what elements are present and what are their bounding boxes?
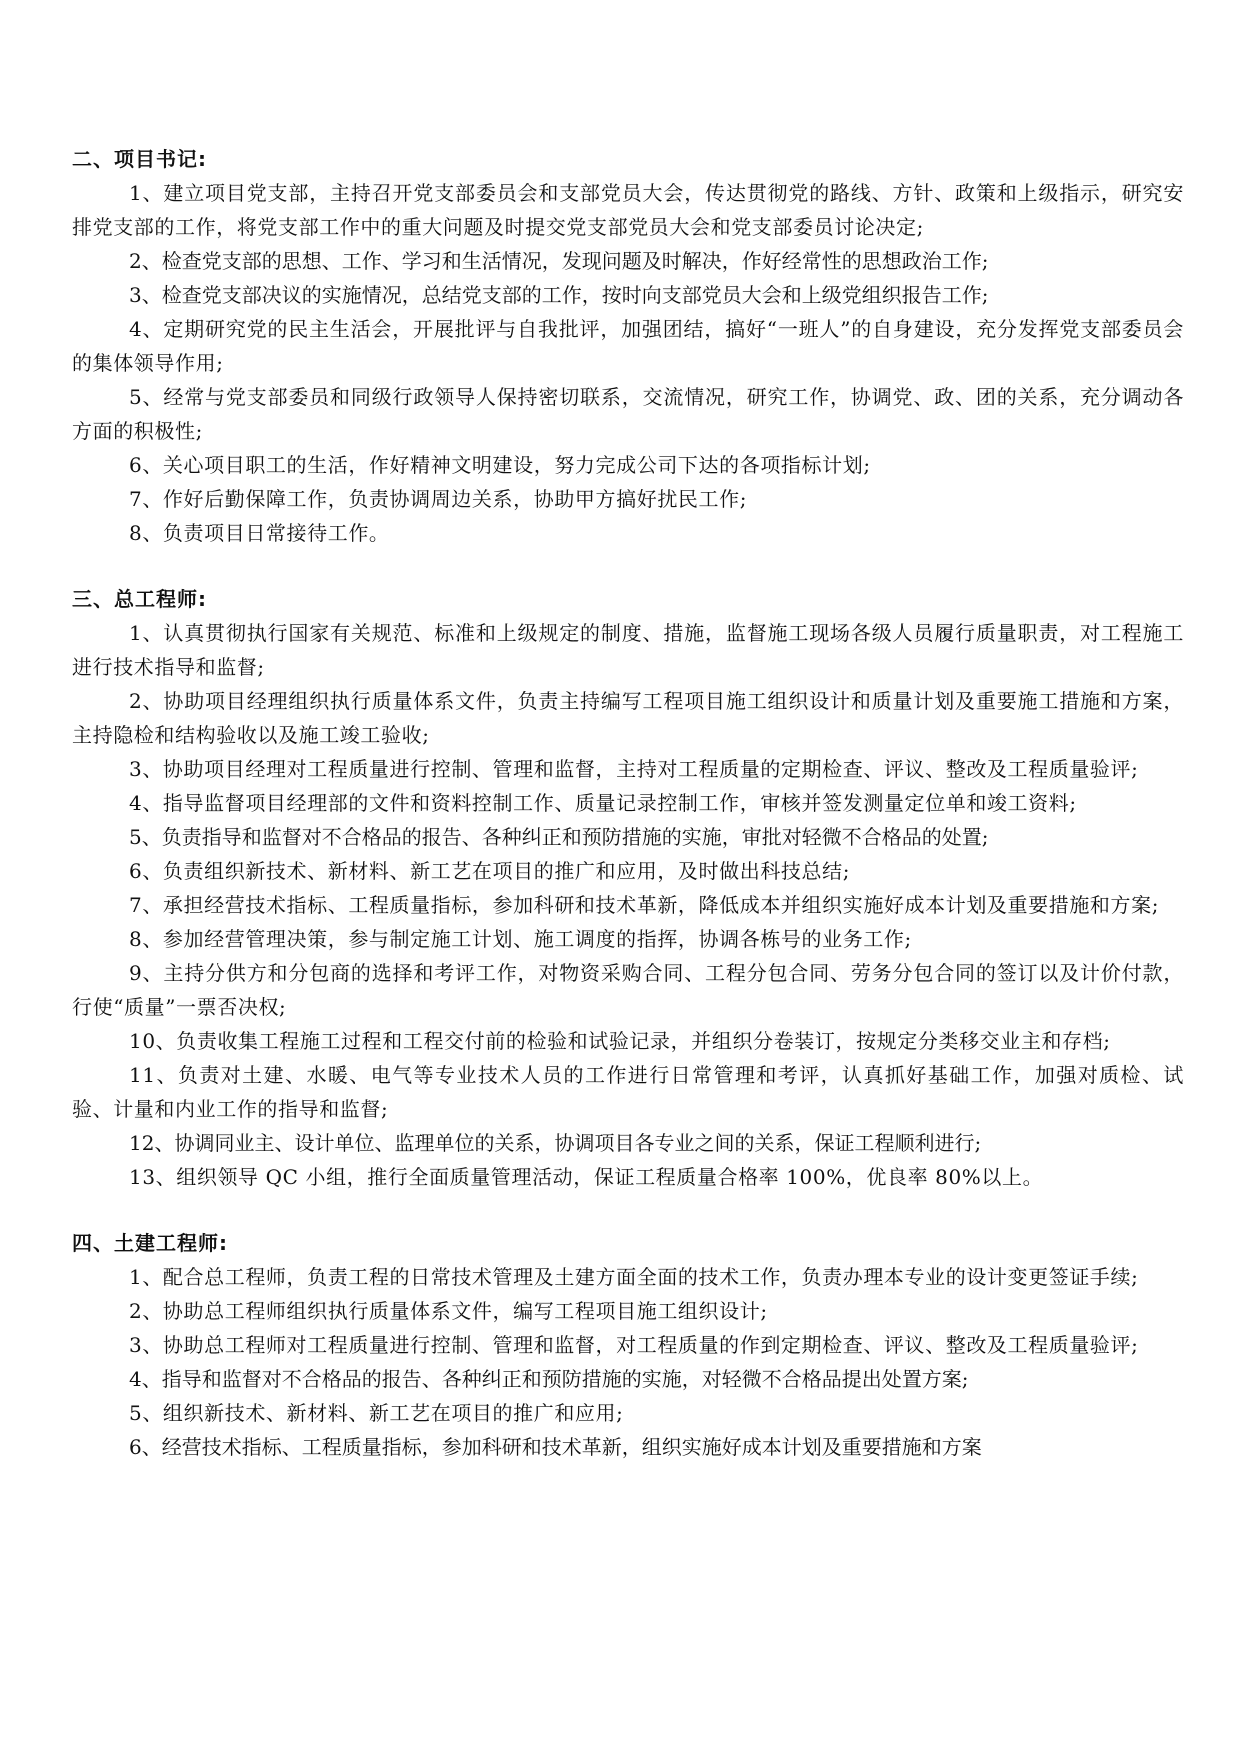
list-item: 2、检查党支部的思想、工作、学习和生活情况，发现问题及时解决，作好经常性的思想政治工作; [129, 249, 989, 273]
section-civil-engineer [72, 1226, 1184, 1464]
list-item: 9、主持分供方和分包商的选择和考评工作，对物资采购合同、工程分包合同、劳务分包合同的签订以及计价付款，行使“质量”一票否决权; [72, 961, 1184, 1019]
list-item: 11、负责对土建、水暖、电气等专业技术人员的工作进行日常管理和考评，认真抓好基础工作，加强对质检、试验、计量和内业工作的指导和监督; [72, 1063, 1184, 1121]
list-item: 5、组织新技术、新材料、新工艺在项目的推广和应用; [129, 1401, 624, 1425]
list-item: 8、参加经营管理决策，参与制定施工计划、施工调度的指挥，协调各栋号的业务工作; [129, 927, 912, 951]
list-item: 3、协助项目经理对工程质量进行控制、管理和监督，主持对工程质量的定期检查、评议、整改及工程质量验评; [129, 757, 1139, 781]
list-item: 2、协助项目经理组织执行质量体系文件，负责主持编写工程项目施工组织设计和质量计划及重要施工措施和方案，主持隐检和结构验收以及施工竣工验收; [72, 689, 1184, 747]
list-item: 1、认真贯彻执行国家有关规范、标准和上级规定的制度、措施，监督施工现场各级人员履行质量职责，对工程施工进行技术指导和监督; [72, 621, 1184, 679]
list-item: 10、负责收集工程施工过程和工程交付前的检验和试验记录，并组织分卷装订，按规定分类移交业主和存档; [129, 1029, 1111, 1053]
list-item: 5、经常与党支部委员和同级行政领导人保持密切联系，交流情况，研究工作，协调党、政、团的关系，充分调动各方面的积极性; [72, 385, 1184, 443]
list-item: 3、检查党支部决议的实施情况，总结党支部的工作，按时向支部党员大会和上级党组织报告工作; [129, 283, 989, 307]
list-item: 8、负责项目日常接待工作。 [129, 521, 390, 545]
list-item: 6、经营技术指标、工程质量指标，参加科研和技术革新，组织实施好成本计划及重要措施和方案 [129, 1435, 982, 1459]
list-item: 5、负责指导和监督对不合格品的报告、各种纠正和预防措施的实施，审批对轻微不合格品的处置; [129, 825, 989, 849]
section-title: 三、总工程师: [72, 587, 207, 611]
list-item: 6、负责组织新技术、新材料、新工艺在项目的推广和应用，及时做出科技总结; [129, 859, 851, 883]
section-title: 四、土建工程师: [72, 1231, 228, 1255]
list-item: 4、指导和监督对不合格品的报告、各种纠正和预防措施的实施，对轻微不合格品提出处置方案; [129, 1367, 969, 1391]
section-chief-engineer [72, 582, 1184, 1194]
section-title: 二、项目书记: [72, 147, 207, 171]
document-page [72, 142, 1184, 1464]
list-item: 3、协助总工程师对工程质量进行控制、管理和监督，对工程质量的作到定期检查、评议、整改及工程质量验评; [129, 1333, 1139, 1357]
list-item: 4、指导监督项目经理部的文件和资料控制工作、质量记录控制工作，审核并签发测量定位单和竣工资料; [129, 791, 1077, 815]
list-item: 6、关心项目职工的生活，作好精神文明建设，努力完成公司下达的各项指标计划; [129, 453, 871, 477]
list-item: 7、作好后勤保障工作，负责协调周边关系，协助甲方搞好扰民工作; [129, 487, 748, 511]
list-item: 12、协调同业主、设计单位、监理单位的关系，协调项目各专业之间的关系，保证工程顺利进行; [129, 1131, 982, 1155]
list-item: 7、承担经营技术指标、工程质量指标，参加科研和技术革新，降低成本并组织实施好成本计划及重要措施和方案; [129, 893, 1160, 917]
list-item: 2、协助总工程师组织执行质量体系文件，编写工程项目施工组织设计; [129, 1299, 768, 1323]
list-item: 13、组织领导 QC 小组，推行全面质量管理活动，保证工程质量合格率 100%，优良率 80%以上。 [129, 1165, 1044, 1189]
list-item: 4、定期研究党的民主生活会，开展批评与自我批评，加强团结，搞好“一班人”的自身建设，充分发挥党支部委员会的集体领导作用; [72, 317, 1184, 375]
section-project-secretary [72, 142, 1184, 550]
list-item: 1、建立项目党支部，主持召开党支部委员会和支部党员大会，传达贯彻党的路线、方针、政策和上级指示，研究安排党支部的工作，将党支部工作中的重大问题及时提交党支部党员大会和党支部委员讨论决定; [72, 181, 1184, 239]
list-item: 1、配合总工程师，负责工程的日常技术管理及土建方面全面的技术工作，负责办理本专业的设计变更签证手续; [129, 1265, 1139, 1289]
